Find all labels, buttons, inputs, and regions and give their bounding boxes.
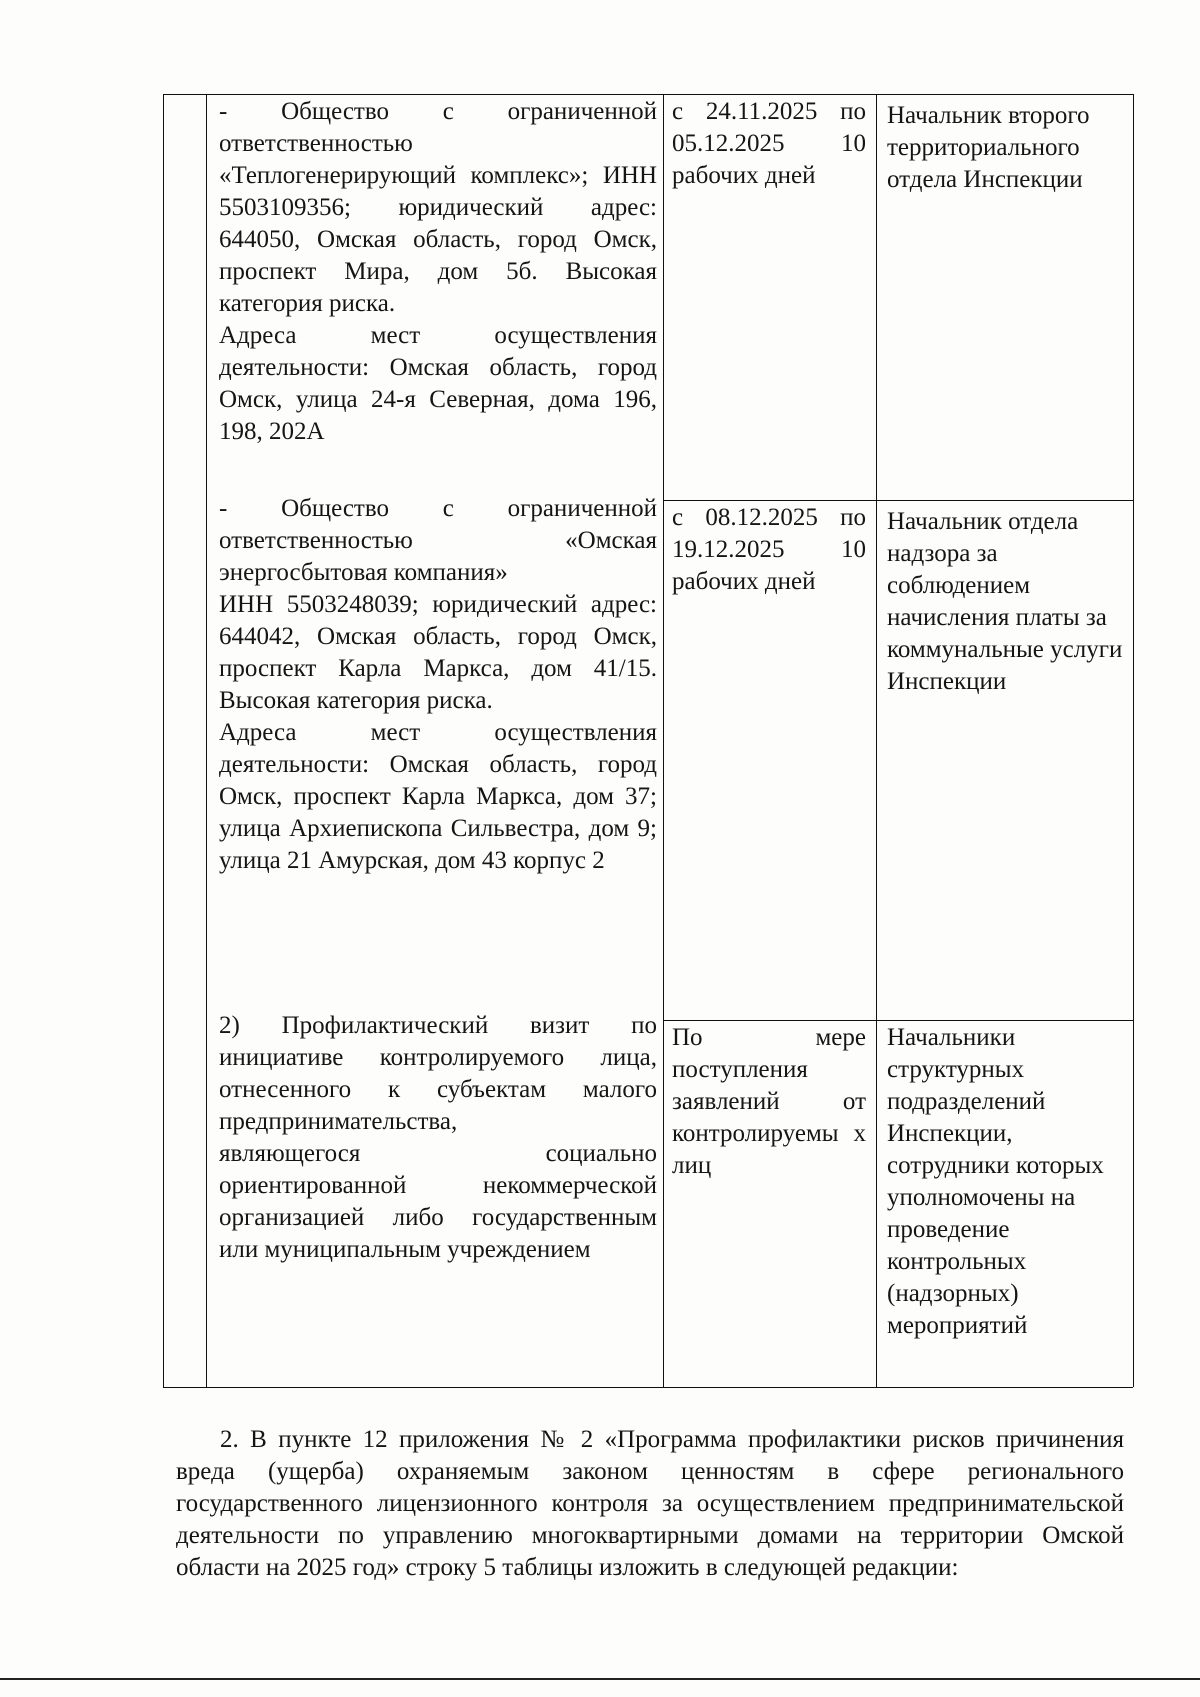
row-divider [663, 500, 1133, 501]
table-top-border [163, 94, 1133, 95]
page-bottom-rule [0, 1678, 1200, 1680]
table-cell-period: По мере поступления заявлений от контролируемы х лиц [672, 1024, 866, 1179]
column-divider [206, 94, 207, 1387]
table-cell-period: с 08.12.2025 по 19.12.2025 10 рабочих дней [672, 504, 866, 595]
body-paragraph: 2. В пункте 12 приложения № 2 «Программа профилактики рисков причинения вреда (ущерба) охраняемым законом ценностям в сфере регионального государственного лицензионного контроля за осуществлением предпринимательской деятельности по управлению многоквартирными домами на территории Омской области на 2025 год» строку 5 таблицы изложить в следующей редакции: [176, 1426, 1124, 1581]
column-divider [663, 94, 664, 1387]
table-bottom-border [163, 1387, 1133, 1388]
table-cell-responsible: Начальник второго территориального отдела Инспекции [887, 102, 1090, 193]
table-cell-subject: - Общество с ограниченной ответственностью «Теплогенерирующий комплекс»; ИНН 5503109356; юридический адрес: 644050, Омская область, город Омск, проспект Мира, дом 5б. Высокая категория риска. Адреса мест осуществления деятельности: Омская область, город Омск, улица 24-я Северная, дома 196, 198, 202А [219, 98, 657, 445]
table-cell-subject: 2) Профилактический визит по инициативе контролируемого лица, отнесенного к субъектам малого предпринимательства, являющегося социально ориентированной некоммерческой организацией либо государственным или муниципальным учреждением [219, 1012, 657, 1263]
table-cell-subject: - Общество с ограниченной ответственностью «Омская энергосбытовая компания» ИНН 5503248039; юридический адрес: 644042, Омская область, город Омск, проспект Карла Маркса, дом 41/15. Высокая категория риска. Адреса мест осуществления деятельности: Омская область, город Омск, проспект Карла Маркса, дом 37; улица Архиепископа Сильвестра, дом 9; улица 21 Амурская, дом 43 корпус 2 [219, 495, 657, 874]
table-cell-responsible: Начальники структурных подразделений Инспекции, сотрудники которых уполномочены на проведение контрольных (надзорных) мероприятий [887, 1024, 1104, 1339]
table-cell-period: с 24.11.2025 по 05.12.2025 10 рабочих дней [672, 98, 866, 189]
table-left-border [163, 94, 164, 1387]
row-divider [663, 1020, 1133, 1021]
table-cell-responsible: Начальник отдела надзора за соблюдением начисления платы за коммунальные услуги Инспекции [887, 508, 1123, 695]
column-divider [876, 94, 877, 1387]
